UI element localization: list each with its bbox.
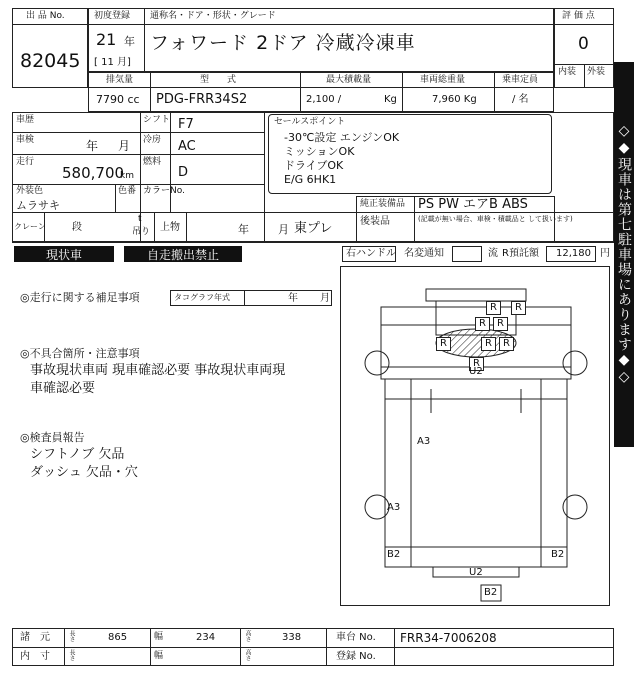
damage-diagram [340, 266, 610, 606]
car-name: フォワード 2ドア 冷蔵冷凍車 [150, 32, 416, 54]
damage-mark-b2: B2 [484, 587, 498, 598]
inner-height-label: 高さ [244, 649, 251, 661]
width-label: 幅 [154, 632, 164, 642]
name-change-box [452, 246, 482, 262]
shift: F7 [178, 117, 194, 132]
sales-point-1: -30℃設定 エンジンOK [284, 131, 400, 144]
inspector-line-1: シフトノブ 欠品 [30, 447, 125, 462]
current-status-badge: 現状車 [14, 246, 114, 262]
damage-mark-r: R [436, 337, 451, 351]
sales-point-4: E/G 6HK1 [284, 173, 337, 186]
sales-point-3: ドライブOK [284, 159, 344, 172]
registration-label: 登録 No. [336, 651, 376, 662]
equip-label: 上物 [160, 222, 180, 233]
lot-label: 出 品 No. [26, 11, 65, 21]
inspector-label: ◎検査員報告 [20, 431, 85, 444]
height-label: 高さ [244, 630, 251, 642]
chassis-label: 車台 No. [336, 632, 376, 643]
damage-mark-b2: B2 [387, 549, 401, 560]
fuel-label: 燃料 [143, 157, 162, 167]
mileage-unit: km [120, 171, 134, 181]
mileage: 580,700 [62, 164, 125, 182]
defects-label: ◎不具合箇所・注意事項 [20, 347, 140, 360]
ac-label: 冷房 [143, 135, 162, 145]
damage-mark-u2: U2 [469, 366, 483, 377]
aftermarket-note: (記載が無い場合、車検・積載品と して扱います) [418, 215, 573, 223]
damage-mark-a3: A3 [387, 502, 401, 513]
std-equip-label: 純正装備品 [360, 199, 406, 209]
damage-mark-r: R [511, 301, 526, 315]
length-label: 長さ [68, 630, 75, 642]
ryuu-label: 流 [488, 248, 498, 259]
gross-weight: 7,960 Kg [432, 94, 477, 105]
sales-point-2: ミッションOK [284, 145, 355, 158]
history-label: 車歴 [16, 115, 35, 125]
capacity: / 名 [512, 94, 529, 105]
model: PDG-FRR34S2 [156, 92, 248, 107]
damage-mark-a3: A3 [417, 436, 431, 447]
std-equip: PS PW エアB ABS [418, 197, 528, 212]
r-deposit-label: R預託額 [502, 248, 539, 259]
inspector-line-2: ダッシュ 欠品・穴 [30, 465, 138, 480]
equip-month: 月 [278, 223, 289, 236]
name-change-label: 名変通知 [404, 248, 444, 259]
aftermarket-label: 後装品 [360, 216, 390, 227]
inspection-month: 月 [118, 139, 131, 153]
reg-year-unit: 年 [124, 35, 135, 48]
displacement: 7790 cc [96, 93, 140, 106]
first-reg-label: 初度登録 [94, 11, 131, 21]
max-load: 2,100 / [306, 94, 342, 105]
dims-label: 諸 元 [20, 632, 50, 643]
crane-stage: 段 [72, 222, 82, 233]
capacity-label: 乗車定員 [502, 75, 539, 85]
crane-hook: 吊り [132, 227, 151, 237]
exterior-color-label: 外装色 [16, 186, 44, 196]
gross-weight-label: 車両総重量 [420, 75, 466, 85]
inner-dims-label: 内 寸 [20, 651, 50, 662]
equip-year: 年 [238, 223, 249, 236]
r-deposit: 12,180 [556, 248, 591, 259]
crane-ton: t [138, 214, 142, 224]
damage-mark-r: R [499, 337, 514, 351]
exterior-score-label: 外装 [587, 67, 606, 77]
damage-mark-r: R [493, 317, 508, 331]
score: 0 [578, 34, 589, 54]
car-name-label: 通称名・ドア・形状・グレード [150, 11, 276, 21]
max-load-label: 最大積載量 [326, 75, 372, 85]
damage-mark-r: R [469, 357, 484, 371]
interior-score-label: 内装 [558, 67, 577, 77]
defects-line-2: 車確認必要 [30, 381, 96, 396]
reg-month: [ 11 月] [94, 57, 131, 68]
mileage-label: 走行 [16, 157, 35, 167]
damage-mark-u2: U2 [469, 567, 483, 578]
color-code-label: カラーNo. [143, 186, 185, 196]
equip-maker: 東プレ [294, 221, 333, 236]
shift-label: シフト [143, 115, 171, 125]
defects-line-1: 事故現状車両 現車確認必要 事故現状車両現 [30, 363, 286, 378]
exterior-color: ムラサキ [16, 199, 60, 212]
inspection-label: 車検 [16, 135, 35, 145]
inner-length-label: 長さ [68, 649, 75, 661]
color-no-label: 色番 [118, 186, 137, 196]
score-label: 評 価 点 [562, 11, 595, 21]
r-deposit-unit: 円 [600, 248, 610, 259]
inspection-year: 年 [86, 139, 99, 153]
tacho-label: タコグラフ年式 [174, 293, 230, 302]
length: 865 [108, 632, 128, 643]
self-drive-ban-badge: 自走搬出禁止 [124, 246, 242, 262]
driving-notes-label: ◎走行に関する補足事項 [20, 291, 140, 304]
displacement-label: 排気量 [106, 75, 134, 85]
parking-note: ◇◆現車は第七駐車場にあります◆◇ [614, 62, 634, 447]
right-handle: 右ハンドル [346, 248, 396, 259]
model-label: 型 式 [200, 75, 237, 85]
reg-year: 21 [96, 30, 117, 49]
fuel: D [178, 165, 189, 180]
sales-point-label: セールスポイント [274, 117, 346, 127]
damage-mark-r: R [481, 337, 496, 351]
lot-number: 82045 [20, 50, 81, 72]
tacho-year: 年 [288, 293, 298, 304]
damage-mark-b2: B2 [551, 549, 565, 560]
ac: AC [178, 139, 196, 154]
width: 234 [196, 632, 216, 643]
max-load-unit: Kg [384, 94, 397, 105]
crane-label: クレーン [14, 222, 46, 231]
damage-mark-r: R [475, 317, 490, 331]
height: 338 [282, 632, 302, 643]
chassis-number: FRR34-7006208 [400, 631, 497, 645]
inner-width-label: 幅 [154, 651, 164, 661]
tacho-month: 月 [320, 293, 330, 304]
damage-mark-r: R [486, 301, 501, 315]
